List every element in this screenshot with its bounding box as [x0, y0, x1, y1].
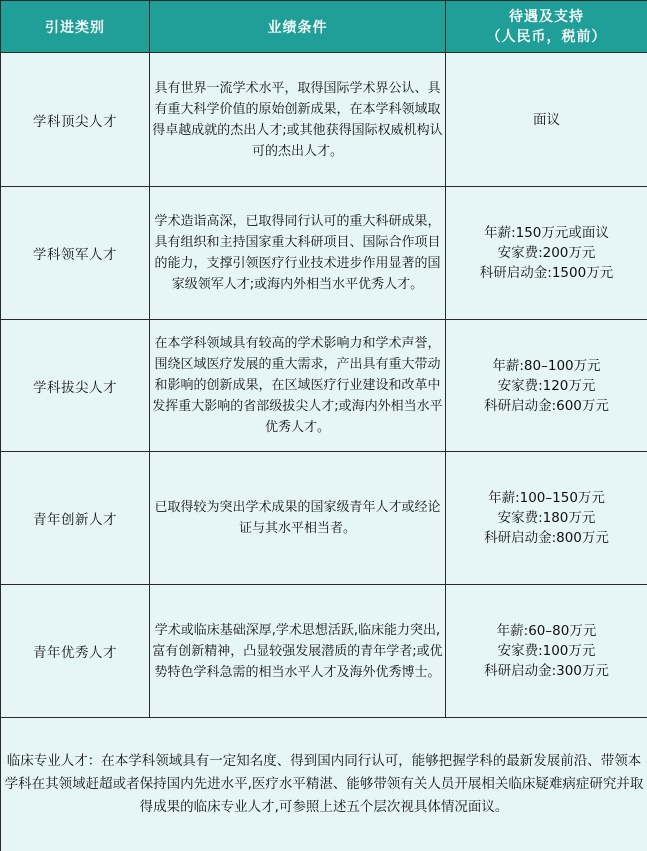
row-category: 青年创新人才 — [1, 452, 150, 585]
treatment-line: 面议 — [533, 111, 560, 128]
treatment-housing: 安家费:200万元 — [497, 245, 596, 261]
header-treatment-note: （人民币，税前） — [486, 28, 607, 45]
treatment-salary: 年薪:60–80万元 — [496, 623, 597, 639]
row-category: 青年优秀人才 — [1, 585, 150, 718]
header-treatment-title: 待遇及支持 — [509, 8, 584, 25]
treatment-research-fund: 科研启动金:600万元 — [484, 397, 609, 414]
treatment-salary: 年薪:150万元或面议 — [484, 225, 609, 241]
table-header-row — [1, 1, 647, 53]
table-row — [1, 187, 647, 320]
row-treatment — [446, 53, 647, 187]
clinical-talent-note: 临床专业人才：在本学科领域具有一定知名度、得到国内同行认可，能够把握学科的最新发展前沿、带领本学科在其领域赶超或者保持国内先进水平,医疗水平精湛、能够带领有关人员开展相关临床疑难病症研究并取得成果的临床专业人才,可参照上述五个层次视具体情况面议。 — [1, 718, 647, 851]
header-treatment — [446, 1, 647, 53]
treatment-research-fund: 科研启动金:300万元 — [484, 663, 609, 679]
row-category: 学科领军人才 — [1, 187, 150, 320]
row-condition: 在本学科领域具有较高的学术影响力和学术声誉，围绕区域医疗发展的重大需求，产出具有重大带动和影响的创新成果，在区域医疗行业建设和改革中发挥重大影响的省部级拔尖人才;或海内外相当水平优秀人才。 — [150, 320, 446, 452]
treatment-housing: 安家费:120万元 — [497, 377, 596, 394]
row-condition: 具有世界一流学术水平，取得国际学术界公认、具有重大科学价值的原始创新成果，在本学科领域取得卓越成就的杰出人才;或其他获得国际权威机构认可的杰出人才。 — [150, 53, 446, 187]
treatment-housing: 安家费:180万元 — [497, 510, 596, 526]
row-treatment — [446, 320, 647, 452]
treatment-housing: 安家费:100万元 — [497, 643, 596, 659]
row-category: 学科拔尖人才 — [1, 320, 150, 452]
header-condition: 业绩条件 — [150, 1, 446, 53]
treatment-research-fund: 科研启动金:1500万元 — [479, 265, 614, 281]
row-condition: 学术或临床基础深厚,学术思想活跃,临床能力突出,富有创新精神，凸显较强发展潜质的青年学者;或优势特色学科急需的相当水平人才及海外优秀博士。 — [150, 585, 446, 718]
treatment-salary: 年薪:80–100万元 — [492, 357, 601, 374]
table-row — [1, 53, 647, 187]
row-treatment — [446, 187, 647, 320]
row-category: 学科顶尖人才 — [1, 53, 150, 187]
treatment-salary: 年薪:100–150万元 — [488, 490, 605, 506]
footer-note-row — [1, 718, 647, 851]
row-condition: 已取得较为突出学术成果的国家级青年人才或经论证与其水平相当者。 — [150, 452, 446, 585]
table-row — [1, 452, 647, 585]
treatment-research-fund: 科研启动金:800万元 — [484, 530, 609, 546]
header-category: 引进类别 — [1, 1, 150, 53]
table-row — [1, 585, 647, 718]
row-treatment — [446, 452, 647, 585]
row-condition: 学术造诣高深，已取得同行认可的重大科研成果，具有组织和主持国家重大科研项目、国际合作项目的能力，支撑引领医疗行业技术进步作用显著的国家级领军人才;或海内外相当水平优秀人才。 — [150, 187, 446, 320]
table-row — [1, 320, 647, 452]
row-treatment — [446, 585, 647, 718]
